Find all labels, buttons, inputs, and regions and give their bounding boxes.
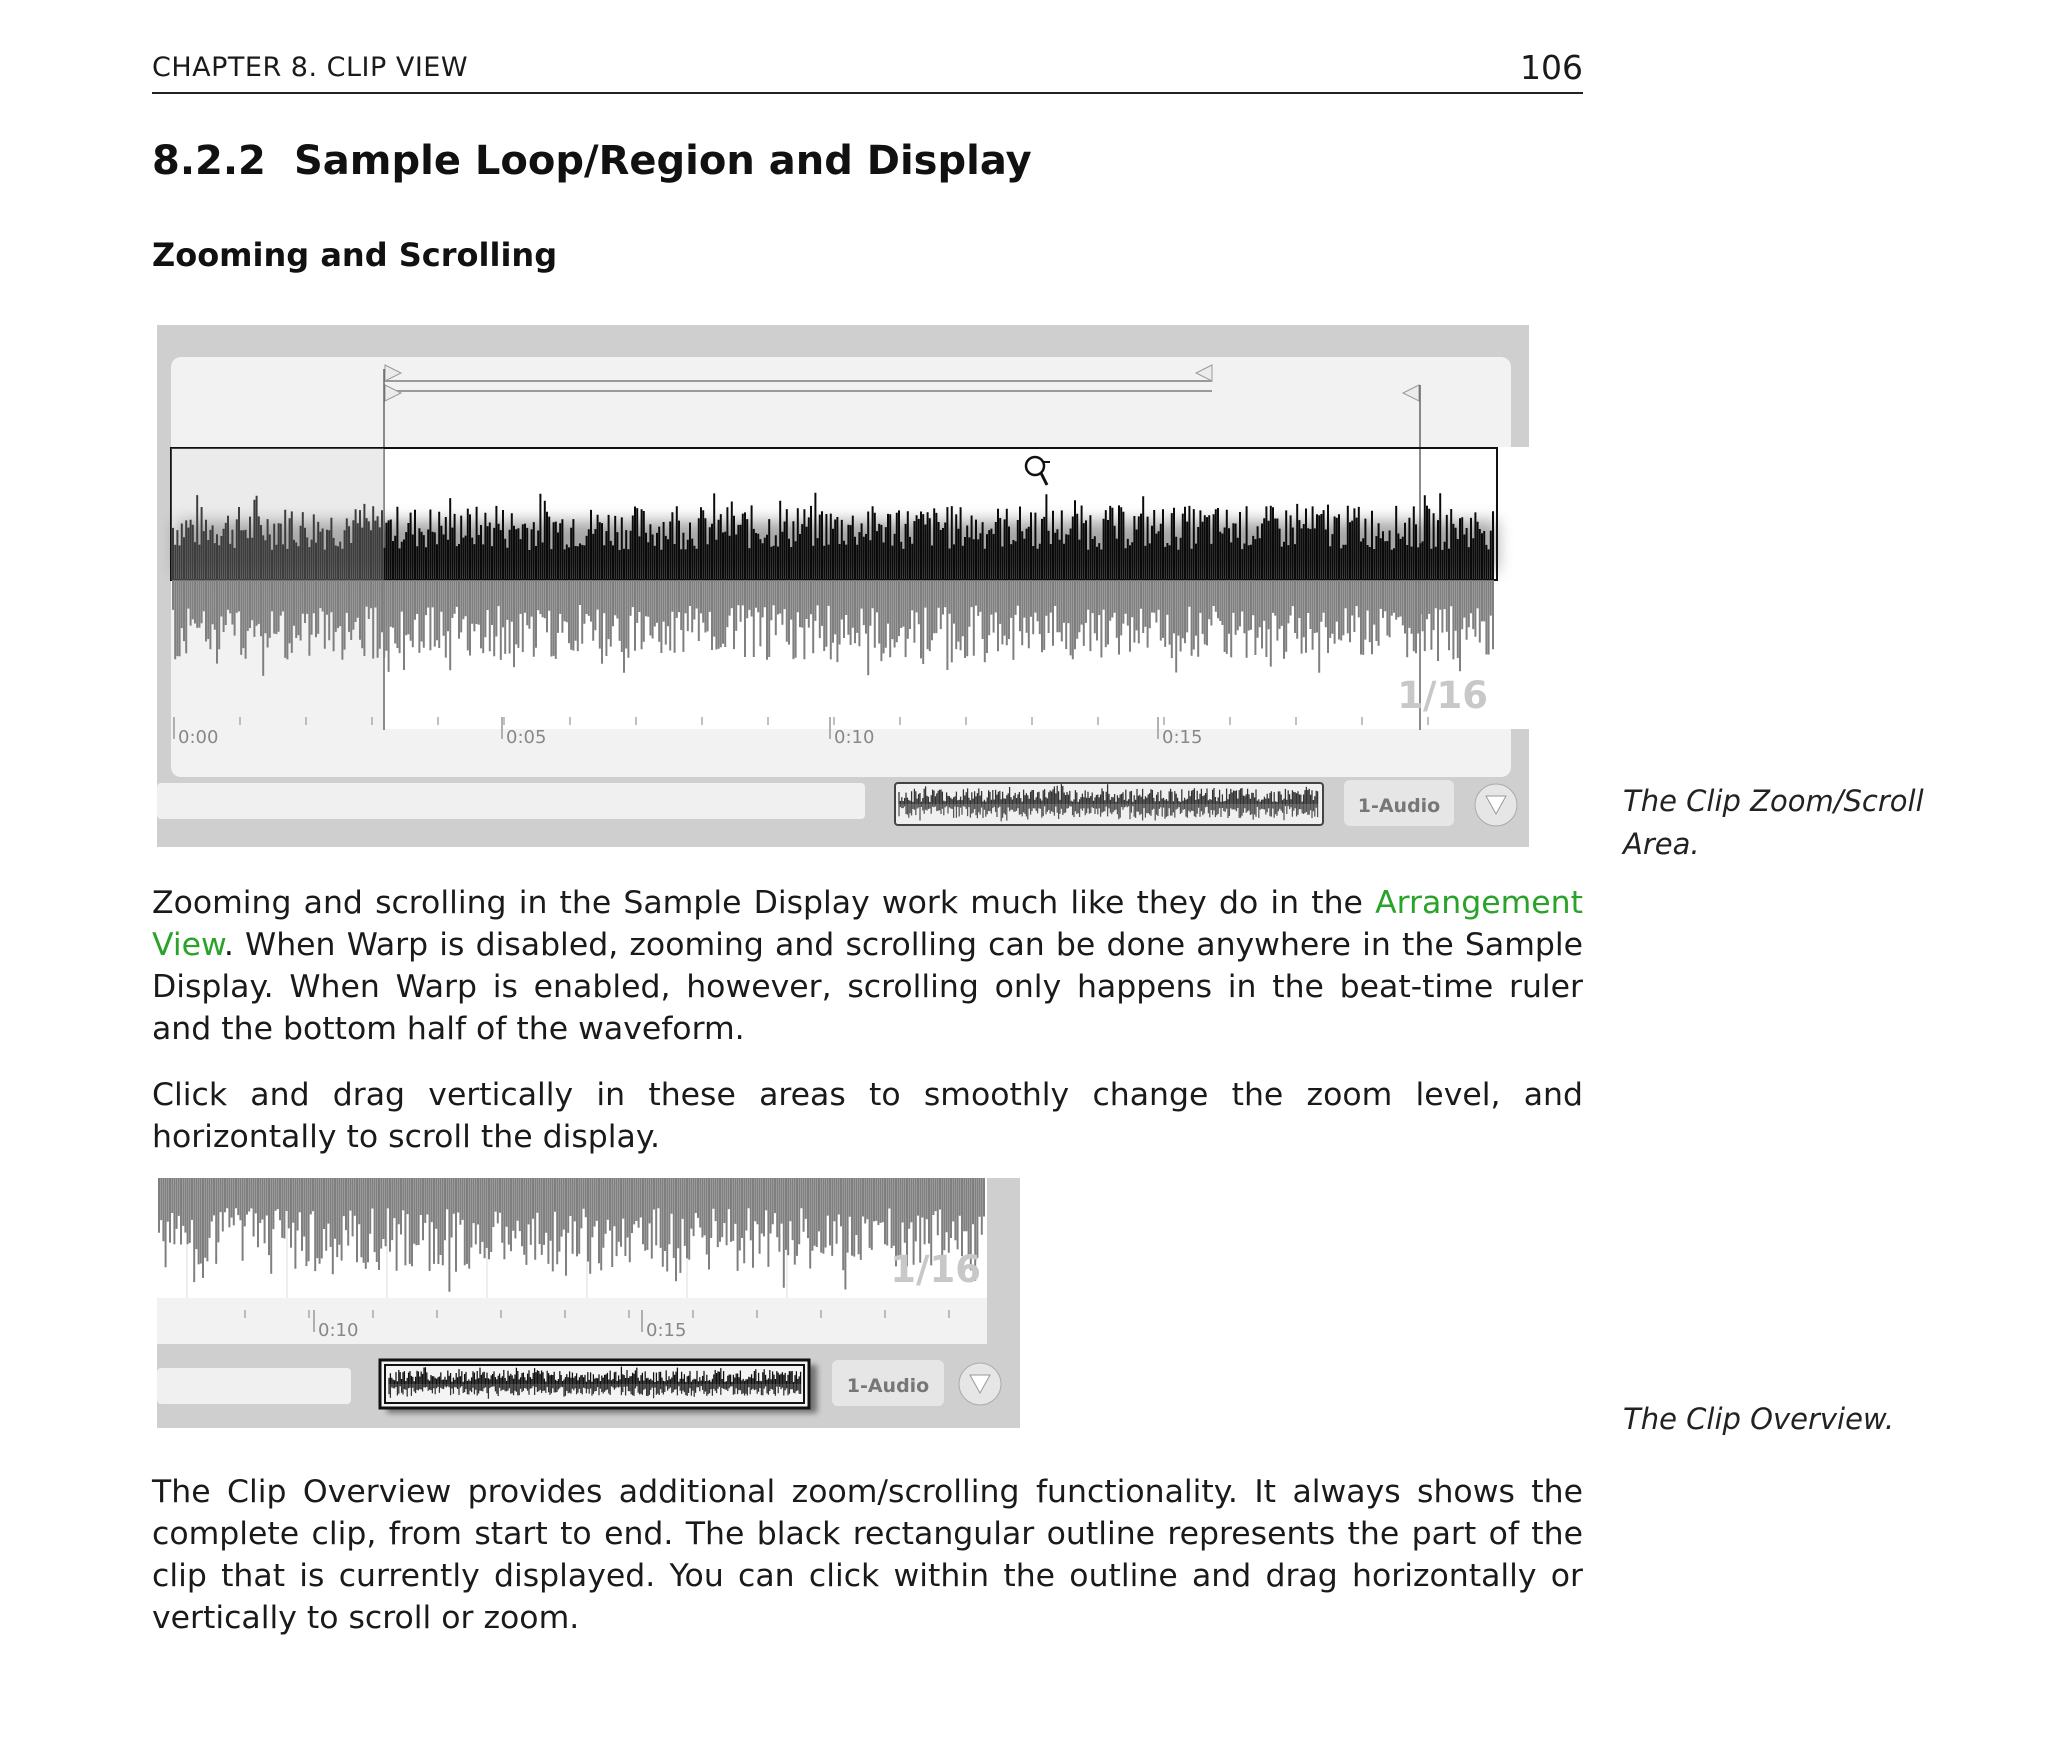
para1-text-b: . When Warp is disabled, zooming and scrolling can be done anywhere in the Sample Display. When Warp is enabled, however, scrolling only happens in the beat-time ruler and the bottom half of the waveform. <box>152 927 1583 1047</box>
dropdown-arrow-icon[interactable] <box>959 1363 1001 1405</box>
paragraph-click-drag: Click and drag vertically in these areas to smoothly change the zoom level, and horizontally to scroll the display. <box>152 1077 1583 1155</box>
section-number: 8.2.2 <box>152 138 266 184</box>
clip-name-field[interactable] <box>157 783 865 819</box>
ruler-label: 0:15 <box>1162 727 1203 748</box>
subsection-title: Zooming and Scrolling <box>152 236 558 274</box>
clip-name-field[interactable] <box>157 1368 351 1404</box>
dropdown-arrow-icon[interactable] <box>1475 784 1517 826</box>
grid-label: 1/16 <box>890 1248 981 1291</box>
figure1-caption: The Clip Zoom/Scroll Area. <box>1623 784 1924 861</box>
track-button-label: 1-Audio <box>1357 795 1441 817</box>
section-title-text: Sample Loop/Region and Display <box>294 138 1032 184</box>
clip-zoom-scroll-figure <box>157 325 1529 847</box>
ruler-label: 0:05 <box>506 727 547 748</box>
ruler-label: 0:10 <box>318 1320 359 1341</box>
grid-label: 1/16 <box>1397 674 1488 717</box>
arrangement-view-link[interactable]: Arrangement View <box>152 885 1583 963</box>
running-head: CHAPTER 8. CLIP VIEW <box>152 52 469 83</box>
ruler-label: 0:10 <box>834 727 875 748</box>
page-number: 106 <box>1520 48 1583 87</box>
clip-overview-figure <box>157 1178 1020 1428</box>
para1-text-a: Zooming and scrolling in the Sample Display work much like they do in the <box>152 885 1376 921</box>
track-button-label: 1-Audio <box>846 1375 930 1397</box>
section-title <box>152 138 1032 184</box>
ruler-label: 0:15 <box>646 1320 687 1341</box>
paragraph-clip-overview: The Clip Overview provides additional zoom/scrolling functionality. It always shows the complete clip, from start to end. The black rectangular outline represents the part of the clip that is currently displayed. You can click within the outline and drag horizontally or vertically to scroll or zoom. <box>152 1474 1583 1636</box>
header-rule <box>152 92 1583 94</box>
figure2-caption: The Clip Overview. <box>1623 1402 1895 1436</box>
ruler-label: 0:00 <box>178 727 219 748</box>
paragraph-zooming <box>152 882 1583 1050</box>
